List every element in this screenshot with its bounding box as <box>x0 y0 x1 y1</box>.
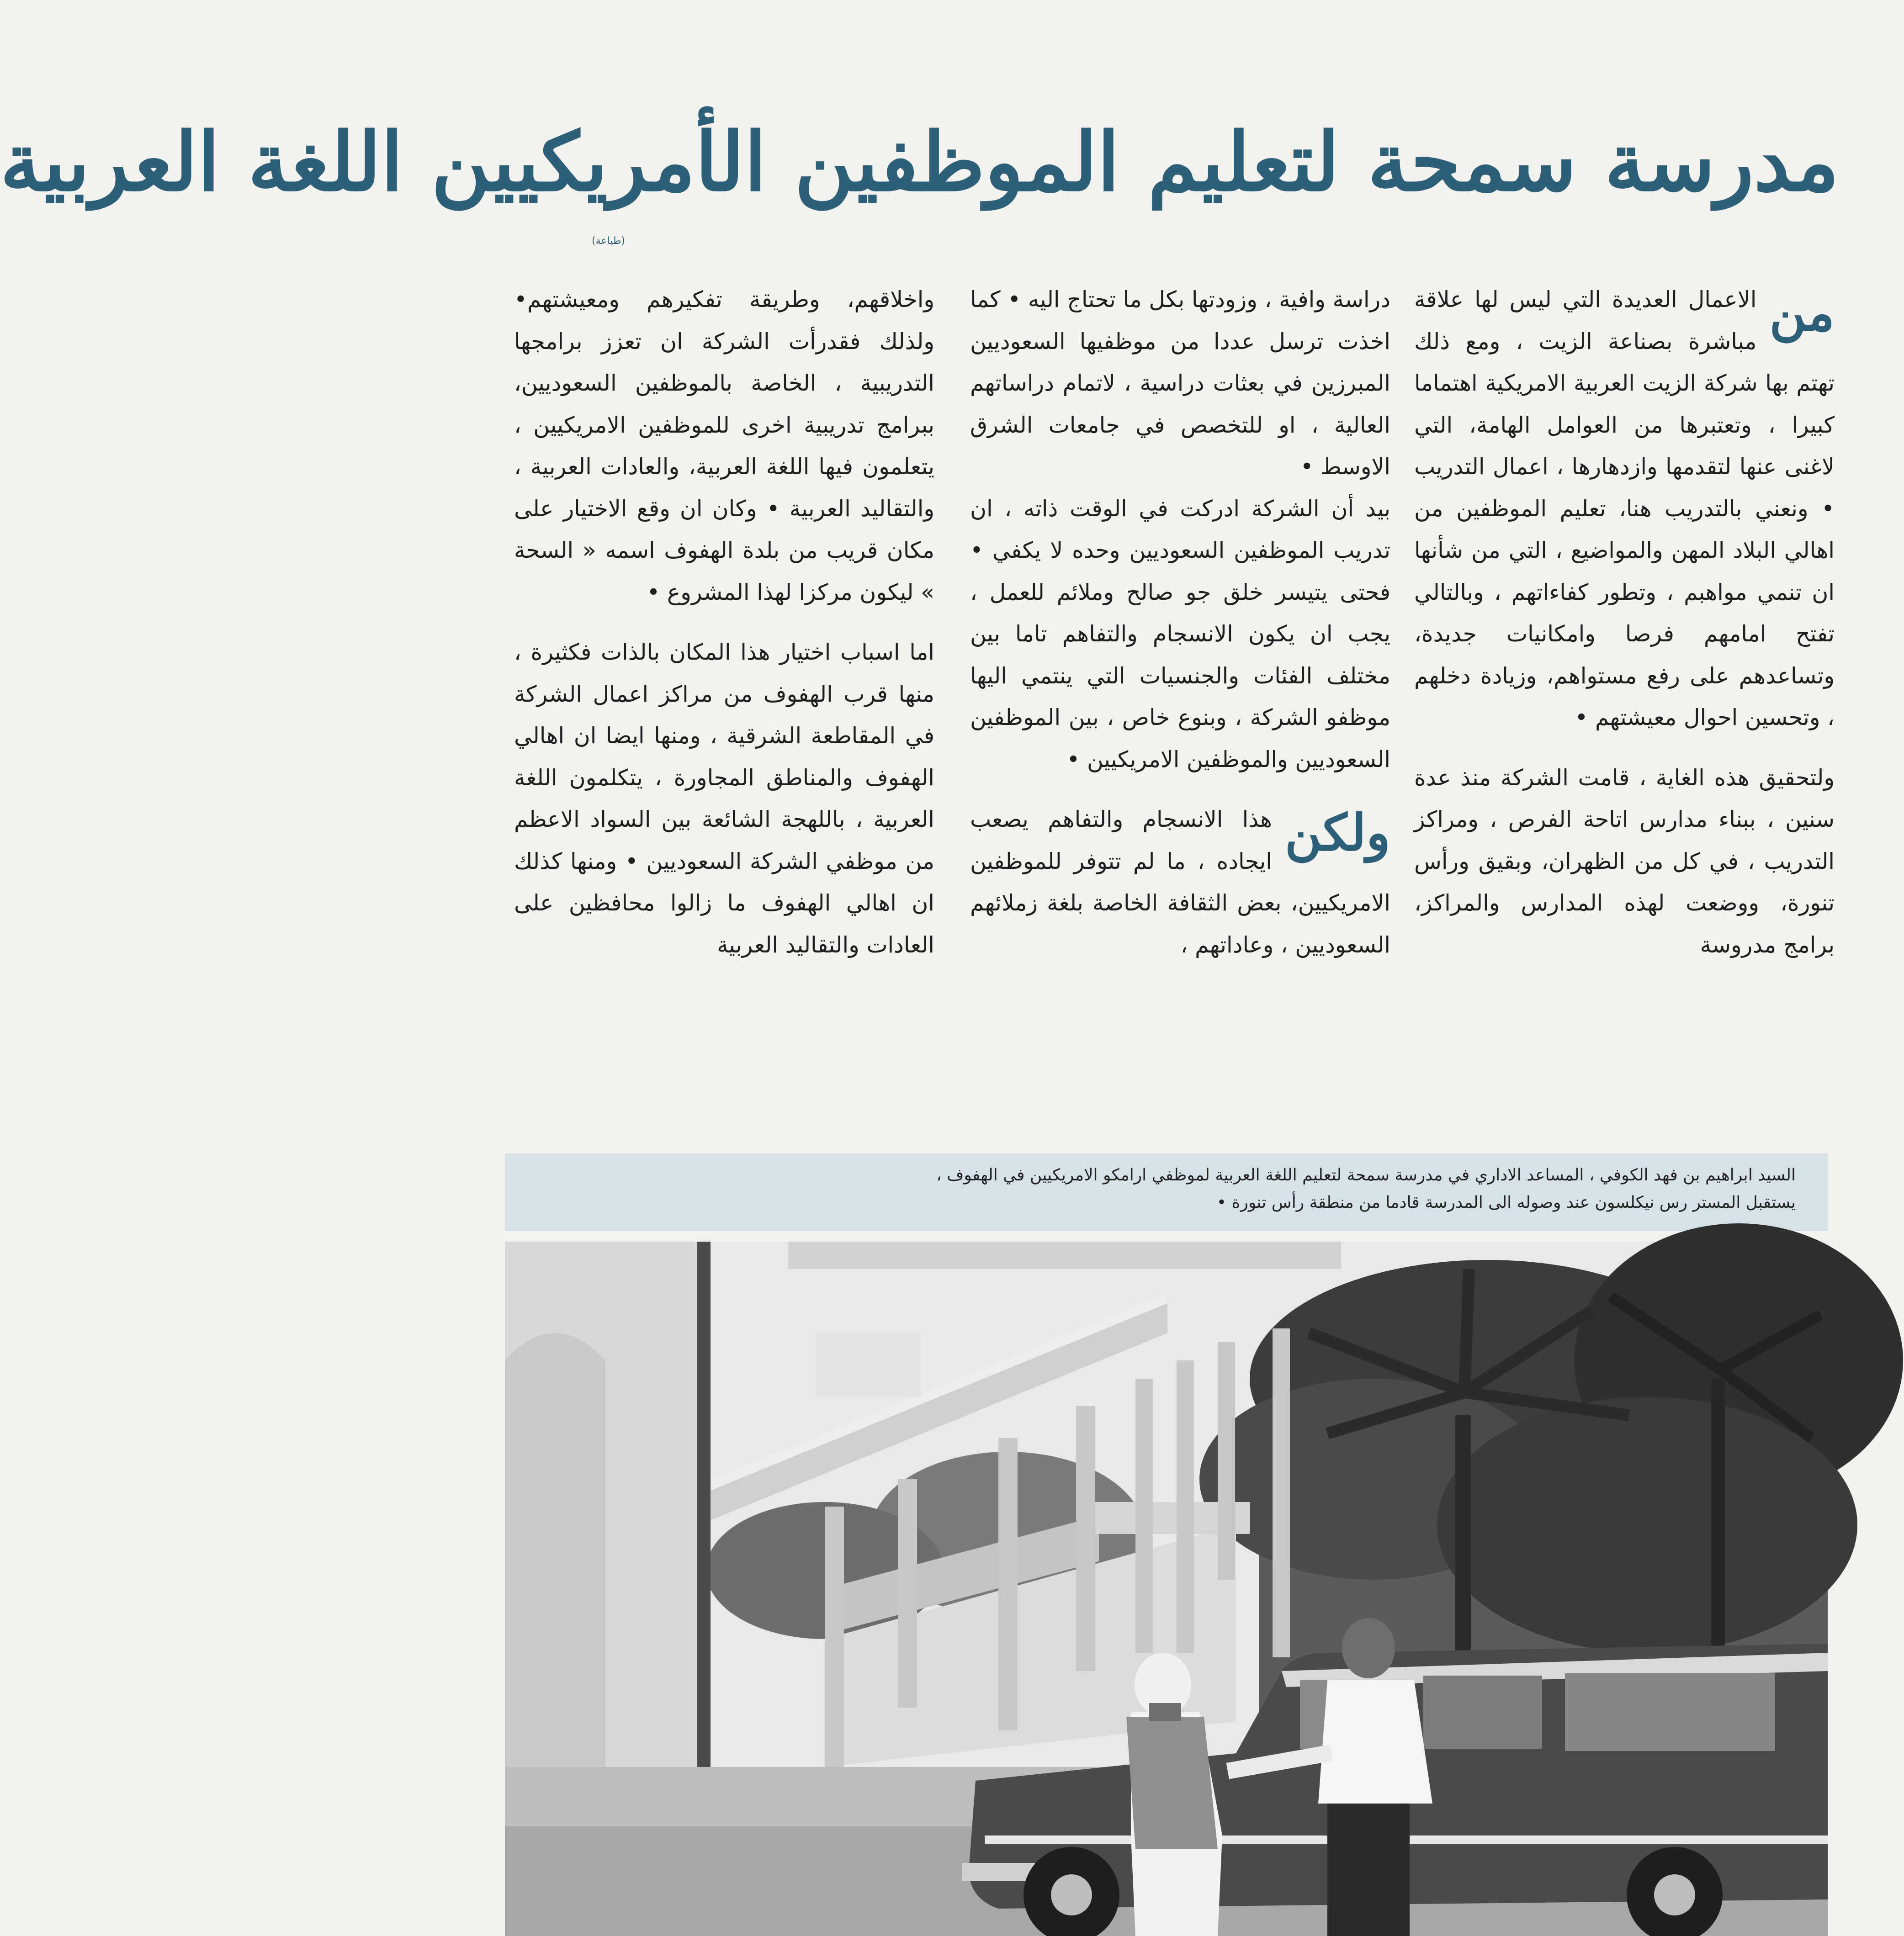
paragraph: واخلاقهم، وطريقة تفكيرهم ومعيشتهم• ولذلك فقدرأت الشركة ان تعزز برامجها التدريبية ، الخاصة بالموظفين السعوديين، ببرامج تدريبية اخرى للموظفين الامريكيين ، يتعلمون فيها اللغة العربية، والعادات العربية ، والتقاليد العربية • وكان ان وقع الاختيار على مكان قريب من بلدة الهفوف اسمه « السحة » ليكون مركزا لهذا المشروع • <box>514 286 934 605</box>
page-title: مدرسة سمحة لتعليم الموظفين الأمريكيين اللغة العربية <box>0 115 1839 209</box>
photograph-drawing <box>505 1242 1828 1936</box>
article-column-left <box>514 279 934 1092</box>
article-column-middle <box>970 279 1390 1092</box>
paragraph: هذا الانسجام والتفاهم يصعب ايجاده ، ما لم تتوفر للموظفين الامريكيين، بعض الثقافة الخاصة بلغة زملائهم السعوديين ، وعاداتهم ، <box>970 806 1390 958</box>
title-mark: (طباعة) <box>592 235 625 247</box>
photograph <box>505 1242 1828 1936</box>
article-column-right <box>1414 279 1835 1092</box>
paragraph-with-dropcap <box>970 799 1390 966</box>
photo-caption <box>505 1153 1828 1231</box>
building-wall <box>505 1242 711 1767</box>
paragraph: اما اسباب اختيار هذا المكان بالذات فكثيرة ، منها قرب الهفوف من مراكز اعمال الشركة في المقاطعة الشرقية ، ومنها ايضا ان اهالي الهفوف والمناطق المجاورة ، يتكلمون اللغة العربية ، باللهجة الشائعة بين السواد الاعظم من موظفي الشركة السعوديين • ومنها كذلك ان اهالي الهفوف ما زالوا محافظين على العادات والتقاليد العربية <box>514 639 934 958</box>
paragraph: ولتحقيق هذه الغاية ، قامت الشركة منذ عدة سنين ، ببناء مدارس اتاحة الفرص ، ومراكز التدريب ، في كل من الظهران، وبقيق ورأس تنورة، ووضعت لهذه المدارس والمراكز، برامج مدروسة <box>1414 764 1835 958</box>
paragraph: الاعمال العديدة التي ليس لها علاقة مباشرة بصناعة الزيت ، ومع ذلك تهتم بها شركة الزيت العربية الامريكية اهتماما كبيرا ، وتعتبرها من العوامل الهامة، التي لاغنى عنها لتقدمها وازدهارها ، اعمال التدريب • ونعني بالتدريب هنا، تعليم الموظفين من اهالي البلاد المهن والمواضيع ، التي من شأنها ان تنمي مواهبم ، وتطور كفاءاتهم ، وبالتالي تفتح امامهم فرصا وامكانيات جديدة، وتساعدهم على رفع مستواهم، وزيادة دخلهم ، وتحسين احوال معيشتهم • <box>1414 286 1835 730</box>
dropcap-min: من <box>1769 283 1835 342</box>
dropcap-walakin: ولكن <box>1284 803 1390 862</box>
caption-line: السيد ابراهيم بن فهد الكوفي ، المساعد الاداري في مدرسة سمحة لتعليم اللغة العربية لموظفي ارامكو الامريكيين في الهفوف ، <box>936 1166 1796 1185</box>
caption-line: يستقبل المستر رس نيكلسون عند وصوله الى المدرسة قادما من منطقة رأس تنورة • <box>1216 1193 1796 1212</box>
paragraph: بيد أن الشركة ادركت في الوقت ذاته ، ان تدريب الموظفين السعوديين وحده لا يكفي • فحتى يتيسر خلق جو صالح وملائم للعمل ، يجب ان يكون الانسجام والتفاهم تاما بين مختلف الفئات والجنسيات التي ينتمي اليها موظفو الشركة ، وبنوع خاص ، بين الموظفين السعوديين والموظفين الامريكيين • <box>970 495 1390 772</box>
paragraph: دراسة وافية ، وزودتها بكل ما تحتاج اليه • كما اخذت ترسل عددا من موظفيها السعوديين المبرزين في بعثات دراسية ، لاتمام دراساتهم العالية ، او للتخصص في جامعات الشرق الاوسط • <box>970 286 1390 480</box>
